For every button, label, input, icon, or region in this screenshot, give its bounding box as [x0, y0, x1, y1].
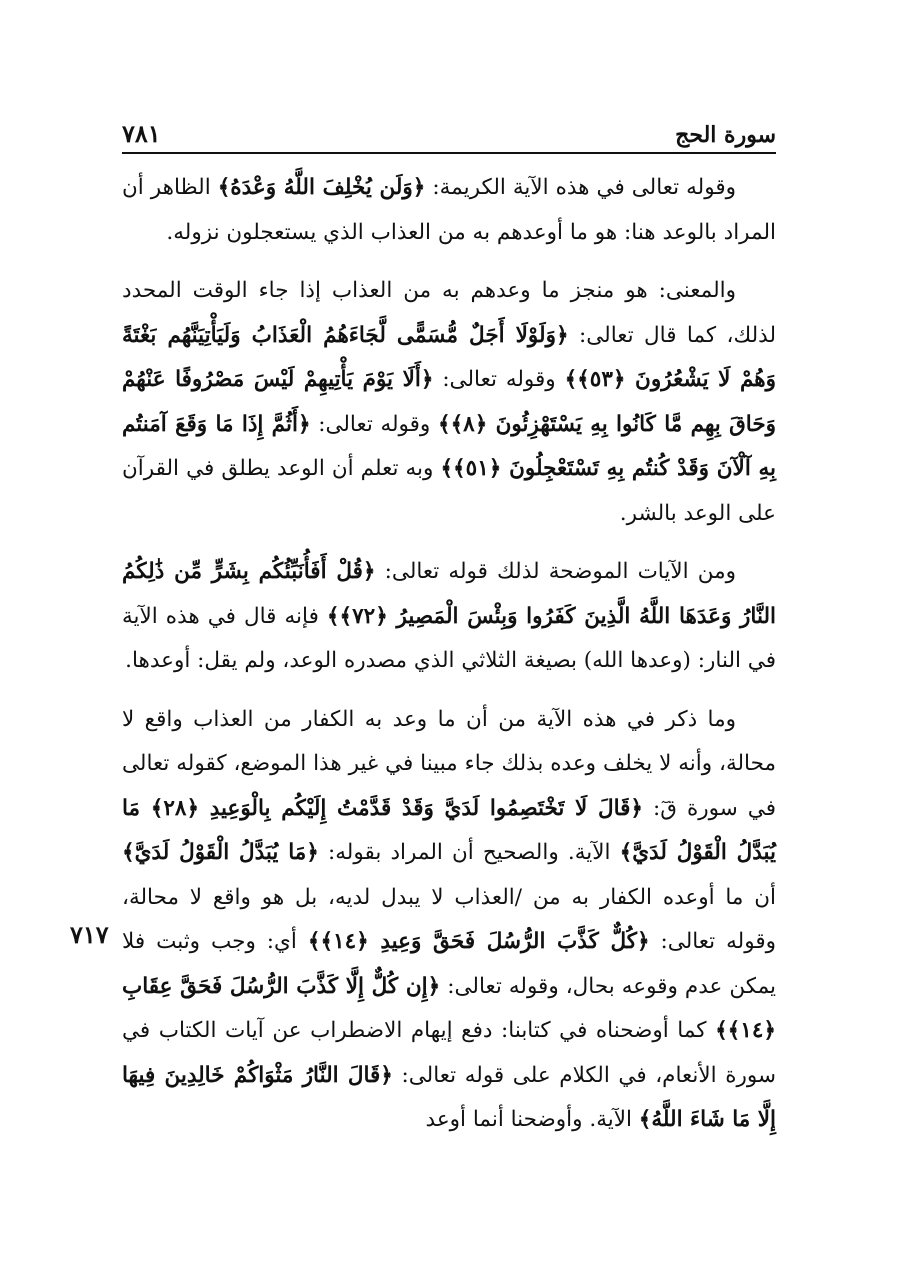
quran-verse: ﴿وَلَوْلَا أَجَلٌ مُّسَمًّى لَّجَاءَهُمُ الْعَذَابُ وَلَيَأْتِيَنَّهُم بَغْتَةً وَهُمْ لَا يَشْعُرُونَ ﴿٥٣﴾﴾: [122, 322, 776, 392]
quran-verse: ﴿وَلَن يُخْلِفَ اللَّهُ وَعْدَهُ﴾: [217, 175, 426, 200]
body-text: [122, 166, 776, 1157]
quran-verse: ﴿قَالَ النَّارُ مَثْوَاكُمْ خَالِدِينَ فِيهَا إِلَّا مَا شَاءَ اللَّهُ﴾: [122, 1062, 776, 1132]
quran-verse: ﴿إِن كُلٌّ إِلَّا كَذَّبَ الرُّسُلَ فَحَقَّ عِقَابِ ﴿١٤﴾﴾: [122, 973, 776, 1043]
paragraph-text: وبه تعلم أن الوعد يطلق في القرآن على الوعد بالشر.: [122, 456, 776, 526]
paragraph: [122, 698, 776, 1143]
quran-verse: ﴿كُلٌّ كَذَّبَ الرُّسُلَ فَحَقَّ وَعِيدِ ﴿١٤﴾﴾: [307, 929, 650, 954]
paragraph: [122, 166, 776, 255]
quran-verse: ﴿قُلْ أَفَأُنَبِّئُكُم بِشَرٍّ مِّن ذَٰلِكُمُ النَّارُ وَعَدَهَا اللَّهُ الَّذِينَ كَفَرُوا وَبِئْسَ الْمَصِيرُ ﴿٧٢﴾﴾: [122, 559, 776, 629]
paragraph-text: فإنه قال في هذه الآية في النار: (وعدها الله) بصيغة الثلاثي الذي مصدره الوعد، ولم يقل: أوعدها.: [122, 603, 776, 673]
paragraph-text: أي: وجب وثبت فلا يمكن عدم وقوعه بحال، وقوله تعالى:: [122, 929, 776, 999]
page-number: ٧٨١: [122, 119, 161, 148]
paragraph-text: ومن الآيات الموضحة لذلك قوله تعالى:: [375, 559, 736, 584]
quran-verse: ﴿أَثُمَّ إِذَا مَا وَقَعَ آمَنتُم بِهِ آلْآنَ وَقَدْ كُنتُم بِهِ تَسْتَعْجِلُونَ ﴿٥١﴾﴾: [122, 411, 777, 481]
paragraph-text: والمعنى: هو منجز ما وعدهم به من العذاب إذا جاء الوقت المحدد لذلك، كما قال تعالى:: [122, 278, 776, 348]
paragraph-text: أن ما أوعده الكفار به من /العذاب لا يبدل لديه، بل هو واقع لا محالة، وقوله تعالى:: [122, 884, 776, 954]
paragraph-text: وقوله تعالى:: [310, 411, 438, 437]
page-header: [122, 112, 776, 154]
paragraph-text: الظاهر أن المراد بالوعد هنا: هو ما أوعدهم به من العذاب الذي يستعجلون نزوله.: [122, 175, 776, 245]
surah-title: سورة الحج: [675, 122, 776, 148]
paragraph-text: كما أوضحناه في كتابنا: دفع إيهام الاضطراب عن آيات الكتاب في سورة الأنعام، في الكلام على قوله تعالى:: [122, 1018, 776, 1088]
paragraph: [122, 550, 776, 684]
quran-verse: ﴿مَا يُبَدَّلُ الْقَوْلُ لَدَيَّ﴾: [122, 840, 319, 865]
quran-verse: ﴿قَالَ لَا تَخْتَصِمُوا لَدَيَّ وَقَدْ قَدَّمْتُ إِلَيْكُم بِالْوَعِيدِ ﴿٢٨﴾ مَا يُبَدَّلُ الْقَوْلُ لَدَيَّ﴾: [122, 795, 777, 865]
paragraph: [122, 269, 776, 536]
quran-verse: ﴿أَلَا يَوْمَ يَأْتِيهِمْ لَيْسَ مَصْرُوفًا عَنْهُمْ وَحَاقَ بِهِم مَّا كَانُوا بِهِ يَسْتَهْزِئُونَ ﴿٨﴾﴾: [122, 367, 776, 437]
paragraph-text: الآية. والصحيح أن المراد بقوله:: [318, 840, 620, 865]
paragraph-text: وما ذكر في هذه الآية من أن ما وعد به الكفار من العذاب واقع لا محالة، وأنه لا يخلف وعده بذلك جاء مبينا في غير هذا الموضع، كقوله تعالى في سورة قٓ:: [122, 706, 776, 821]
original-page-marker: ٧١٧: [70, 920, 109, 949]
paragraph-text: وقوله تعالى في هذه الآية الكريمة:: [425, 175, 736, 200]
paragraph-text: وقوله تعالى:: [433, 367, 565, 392]
paragraph-text: الآية. وأوضحنا أنما أوعد: [425, 1107, 639, 1132]
